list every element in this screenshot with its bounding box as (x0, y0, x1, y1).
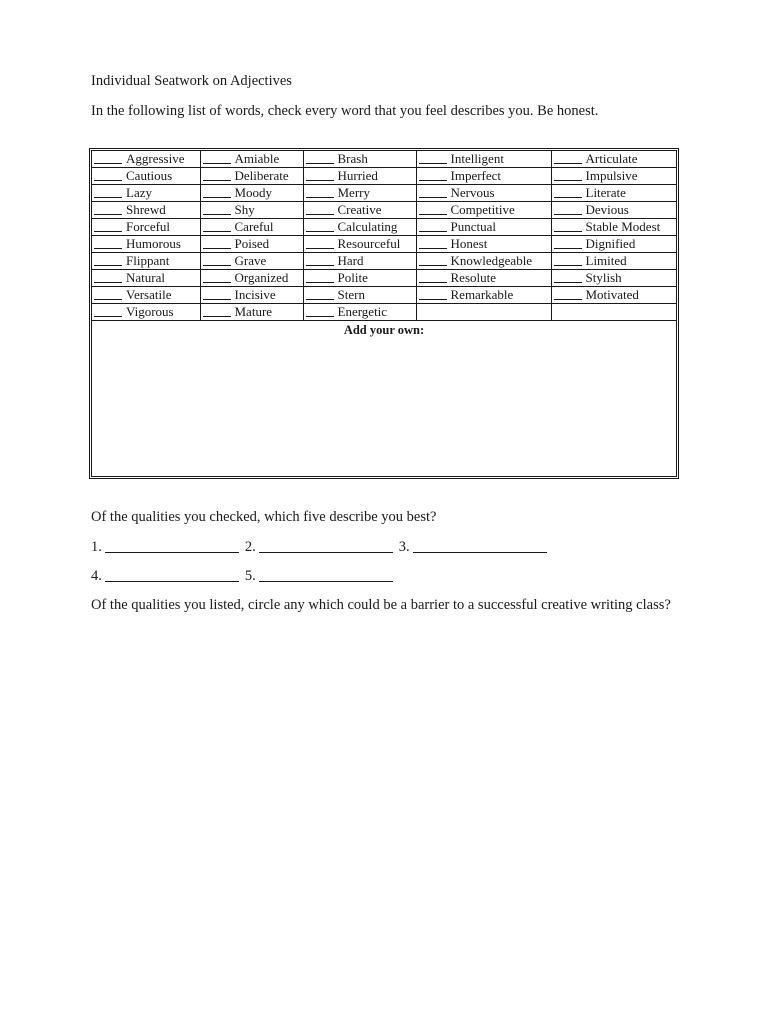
check-blank[interactable] (203, 202, 231, 215)
check-blank[interactable] (419, 168, 447, 181)
checklist-item (92, 202, 200, 219)
question-top-five: Of the qualities you checked, which five describe you best? (91, 509, 437, 525)
adjective-word: Hurried (337, 168, 378, 183)
adjective-word: Stern (337, 287, 365, 302)
checklist-item (200, 151, 303, 168)
checklist-item (200, 287, 303, 304)
adjective-word: Flippant (126, 253, 170, 268)
check-blank[interactable] (94, 202, 122, 215)
adjective-word: Competitive (450, 202, 515, 217)
answer-number: 1. (91, 539, 102, 555)
check-blank[interactable] (419, 202, 447, 215)
question-barriers: Of the qualities you listed, circle any which could be a barrier to a successful creative writing class? (91, 597, 671, 613)
checklist-row (92, 219, 676, 236)
adjective-word: Organized (234, 270, 289, 285)
adjective-word: Humorous (126, 236, 181, 251)
checklist-item (551, 202, 676, 219)
checklist-item (200, 236, 303, 253)
checklist-item (551, 219, 676, 236)
adjective-word: Polite (337, 270, 368, 285)
checklist-item (416, 185, 551, 202)
checklist-item (92, 270, 200, 287)
check-blank[interactable] (419, 270, 447, 283)
checklist-item (551, 151, 676, 168)
checklist-item (92, 185, 200, 202)
checklist-row (92, 253, 676, 270)
adjective-word: Articulate (585, 151, 638, 166)
answer-row-2 (91, 567, 399, 585)
adjective-word: Poised (234, 236, 270, 251)
adjective-word: Impulsive (585, 168, 638, 183)
check-blank[interactable] (554, 202, 582, 215)
empty-cell (416, 304, 551, 321)
checklist-item (416, 236, 551, 253)
adjective-word: Grave (234, 253, 267, 268)
checklist-item (303, 168, 416, 185)
check-blank[interactable] (554, 287, 582, 300)
checklist-item (551, 287, 676, 304)
check-blank[interactable] (306, 168, 334, 181)
check-blank[interactable] (94, 168, 122, 181)
check-blank[interactable] (306, 202, 334, 215)
checklist-item (416, 253, 551, 270)
checklist-item (303, 219, 416, 236)
check-blank[interactable] (203, 236, 231, 249)
check-blank[interactable] (419, 287, 447, 300)
check-blank[interactable] (306, 287, 334, 300)
adjective-word: Devious (585, 202, 629, 217)
adjective-word: Honest (450, 236, 488, 251)
check-blank[interactable] (203, 253, 231, 266)
adjective-word: Limited (585, 253, 627, 268)
checklist-item (551, 253, 676, 270)
answer-blank[interactable] (105, 539, 239, 553)
check-blank[interactable] (203, 185, 231, 198)
check-blank[interactable] (419, 185, 447, 198)
check-blank[interactable] (554, 236, 582, 249)
checklist-row (92, 236, 676, 253)
checklist-row (92, 185, 676, 202)
checklist-item (303, 270, 416, 287)
checklist-item (92, 287, 200, 304)
check-blank[interactable] (306, 270, 334, 283)
answer-number: 5. (244, 568, 256, 584)
adjective-word: Versatile (126, 287, 172, 302)
adjective-checklist (89, 148, 679, 479)
answer-number: 3. (398, 539, 410, 555)
check-blank[interactable] (554, 168, 582, 181)
checklist-item (416, 219, 551, 236)
check-blank[interactable] (419, 219, 447, 232)
check-blank[interactable] (306, 151, 334, 164)
adjective-word: Careful (234, 219, 274, 234)
check-blank[interactable] (554, 151, 582, 164)
checklist-item (200, 304, 303, 321)
answer-number: 2. (244, 539, 256, 555)
checklist-item (92, 219, 200, 236)
instructions: In the following list of words, check every word that you feel describes you. Be honest. (91, 103, 599, 119)
checklist-row (92, 304, 676, 321)
checklist-item (200, 270, 303, 287)
check-blank[interactable] (94, 253, 122, 266)
checklist-item (416, 287, 551, 304)
check-blank[interactable] (203, 287, 231, 300)
checklist-item (303, 236, 416, 253)
adjective-word: Deliberate (234, 168, 289, 183)
answer-row-1 (91, 538, 553, 556)
adjective-word: Mature (234, 304, 273, 319)
checklist-item (303, 151, 416, 168)
adjective-word: Forceful (126, 219, 171, 234)
page-title: Individual Seatwork on Adjectives (91, 73, 292, 89)
answer-number: 4. (91, 568, 102, 584)
adjective-word: Imperfect (450, 168, 502, 183)
checklist-item (92, 304, 200, 321)
check-blank[interactable] (94, 219, 122, 232)
adjective-word: Stylish (585, 270, 622, 285)
adjective-word: Cautious (126, 168, 173, 183)
adjective-word: Intelligent (450, 151, 504, 166)
checklist-item (200, 219, 303, 236)
check-blank[interactable] (306, 219, 334, 232)
check-blank[interactable] (554, 270, 582, 283)
answer-blank[interactable] (259, 568, 393, 582)
checklist-item (200, 168, 303, 185)
adjective-word: Dignified (585, 236, 636, 251)
add-your-own-label: Add your own: (343, 323, 425, 337)
checklist-item (92, 253, 200, 270)
checklist-item (303, 287, 416, 304)
adjective-word: Nervous (450, 185, 495, 200)
adjective-word: Knowledgeable (450, 253, 533, 268)
check-blank[interactable] (94, 236, 122, 249)
checklist-item (416, 151, 551, 168)
check-blank[interactable] (203, 270, 231, 283)
check-blank[interactable] (554, 219, 582, 232)
check-blank[interactable] (203, 304, 231, 317)
adjective-word: Remarkable (450, 287, 514, 302)
adjective-word: Shy (234, 202, 255, 217)
answer-blank[interactable] (259, 539, 393, 553)
checklist-item (200, 185, 303, 202)
checklist-item (416, 168, 551, 185)
check-blank[interactable] (94, 304, 122, 317)
checklist-item (92, 168, 200, 185)
checklist-item (303, 304, 416, 321)
adjective-word: Resourceful (337, 236, 401, 251)
empty-cell (551, 304, 676, 321)
adjective-word: Moody (234, 185, 273, 200)
check-blank[interactable] (554, 185, 582, 198)
checklist-item (200, 202, 303, 219)
adjective-word: Creative (337, 202, 382, 217)
check-blank[interactable] (203, 219, 231, 232)
answer-blank[interactable] (105, 568, 239, 582)
check-blank[interactable] (306, 304, 334, 317)
checklist-item (303, 202, 416, 219)
adjective-word: Stable Modest (585, 219, 661, 234)
checklist-item (416, 270, 551, 287)
checklist-item (551, 168, 676, 185)
check-blank[interactable] (94, 185, 122, 198)
check-blank[interactable] (306, 185, 334, 198)
adjective-word: Natural (126, 270, 165, 285)
adjective-word: Lazy (126, 185, 152, 200)
adjective-word: Resolute (450, 270, 496, 285)
adjective-word: Punctual (450, 219, 496, 234)
checklist-item (92, 151, 200, 168)
adjective-word: Amiable (234, 151, 280, 166)
check-blank[interactable] (94, 287, 122, 300)
adjective-word: Incisive (234, 287, 276, 302)
check-blank[interactable] (306, 253, 334, 266)
adjective-word: Vigorous (126, 304, 174, 319)
checklist-row (92, 151, 676, 168)
checklist-item (551, 236, 676, 253)
adjective-word: Literate (585, 185, 626, 200)
checklist-row (92, 202, 676, 219)
answer-blank[interactable] (413, 539, 547, 553)
adjective-word: Hard (337, 253, 364, 268)
check-blank[interactable] (203, 151, 231, 164)
checklist-row (92, 270, 676, 287)
adjective-word: Motivated (585, 287, 639, 302)
checklist-item (416, 202, 551, 219)
checklist-row (92, 287, 676, 304)
adjective-word: Aggressive (126, 151, 185, 166)
checklist-item (303, 185, 416, 202)
checklist-item (551, 270, 676, 287)
adjective-word: Brash (337, 151, 368, 166)
check-blank[interactable] (419, 236, 447, 249)
check-blank[interactable] (94, 151, 122, 164)
checklist-item (200, 253, 303, 270)
check-blank[interactable] (419, 253, 447, 266)
adjective-word: Calculating (337, 219, 398, 234)
adjective-word: Energetic (337, 304, 388, 319)
checklist-item (551, 185, 676, 202)
check-blank[interactable] (419, 151, 447, 164)
checklist-row (92, 168, 676, 185)
adjective-word: Merry (337, 185, 370, 200)
checklist-item (303, 253, 416, 270)
checklist-item (92, 236, 200, 253)
check-blank[interactable] (203, 168, 231, 181)
adjective-word: Shrewd (126, 202, 166, 217)
check-blank[interactable] (306, 236, 334, 249)
check-blank[interactable] (554, 253, 582, 266)
check-blank[interactable] (94, 270, 122, 283)
